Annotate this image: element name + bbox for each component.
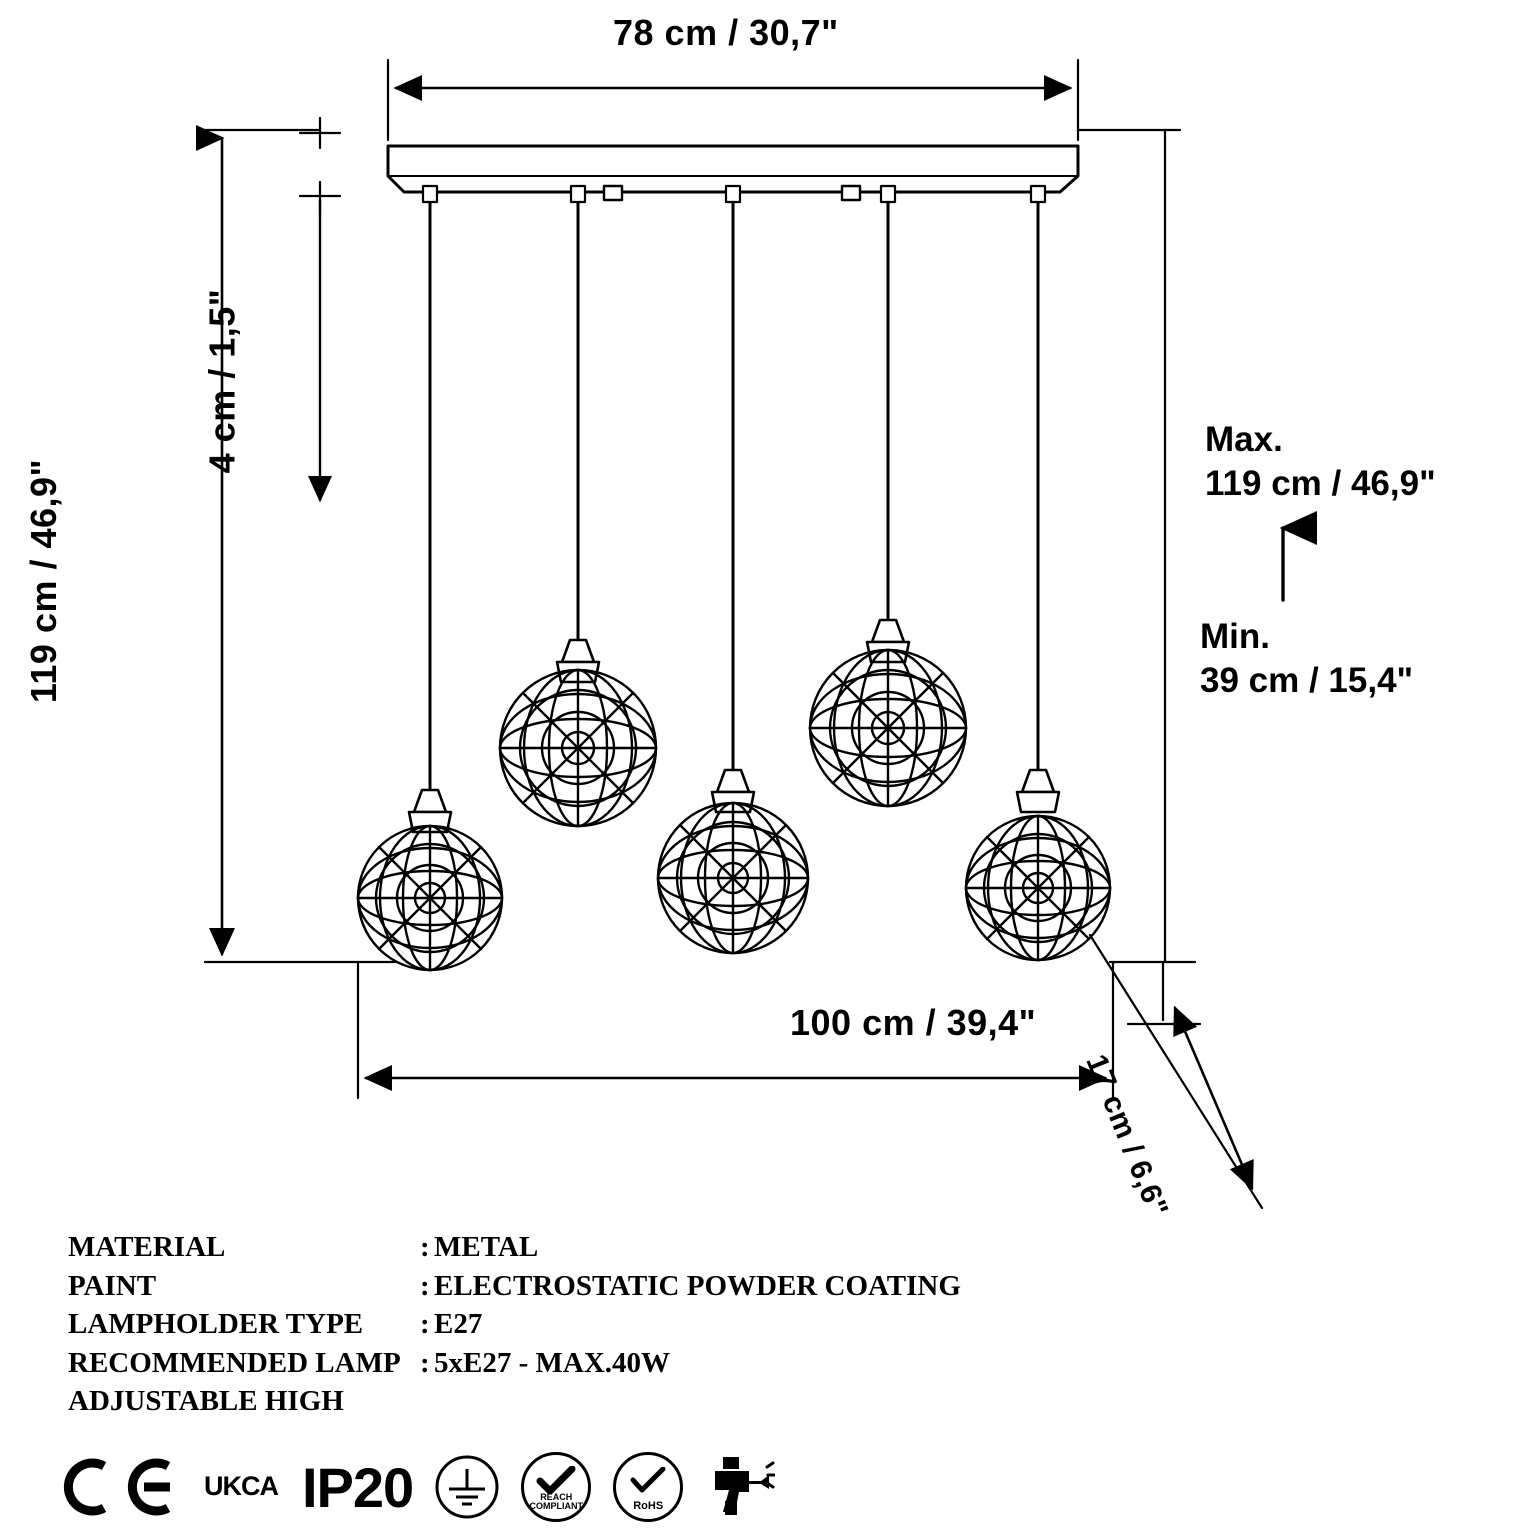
reach-sublabel: COMPLIANT [529, 1501, 583, 1511]
spec-row-material [68, 1228, 961, 1267]
spec-key: MATERIAL [68, 1231, 226, 1263]
spec-row-lampholder-type [68, 1305, 961, 1344]
dimension-label-canopy-height: 4 cm / 1,5" [201, 288, 243, 474]
spec-value: E27 [434, 1308, 483, 1341]
reach-compliant-icon [521, 1452, 591, 1522]
min-label: Min. [1200, 617, 1270, 656]
spec-value: 5xE27 - MAX.40W [434, 1346, 671, 1379]
spec-value: ELECTROSTATIC POWDER COATING [434, 1269, 961, 1302]
reach-label: REACH [540, 1492, 573, 1502]
spec-colon: : [420, 1308, 430, 1341]
earth-ground-icon [435, 1455, 499, 1519]
spec-key: RECOMMENDED LAMP [68, 1346, 401, 1379]
spec-key: PAINT [68, 1269, 157, 1302]
spec-colon: : [420, 1269, 430, 1302]
spec-row-paint [68, 1267, 961, 1306]
max-value: 119 cm / 46,9" [1205, 463, 1436, 503]
certification-badges [60, 1452, 775, 1522]
max-label: Max. [1205, 420, 1283, 459]
specification-table [68, 1228, 961, 1421]
ce-mark-icon [60, 1456, 182, 1518]
spec-row-recommended-lamp [68, 1344, 961, 1383]
spec-value: METAL [434, 1231, 539, 1263]
powder-coating-gun-icon [705, 1453, 775, 1521]
spec-colon: : [420, 1346, 430, 1379]
spec-key: ADJUSTABLE HIGH [68, 1385, 344, 1418]
ip-rating-label: IP20 [302, 1455, 414, 1519]
dimension-label-depth: 17 cm / 6,6" [1079, 1050, 1175, 1222]
rohs-label: RoHS [633, 1500, 664, 1512]
max-height-note [1205, 418, 1436, 506]
ukca-line2: CA [241, 1471, 278, 1502]
rohs-icon [613, 1452, 683, 1522]
min-height-note [1200, 615, 1413, 703]
ukca-mark-icon [204, 1471, 278, 1502]
dimension-label-total-height: 119 cm / 46,9" [23, 458, 65, 704]
spec-key: LAMPHOLDER TYPE [68, 1308, 364, 1341]
spec-row-adjustable-high [68, 1382, 961, 1421]
dimension-label-spread: 100 cm / 39,4" [790, 1002, 1037, 1043]
ukca-line1: UK [204, 1471, 241, 1502]
min-value: 39 cm / 15,4" [1200, 660, 1414, 700]
dimension-label-width: 78 cm / 30,7" [613, 12, 839, 53]
spec-colon: : [420, 1231, 430, 1263]
spec-colon [420, 1382, 434, 1421]
